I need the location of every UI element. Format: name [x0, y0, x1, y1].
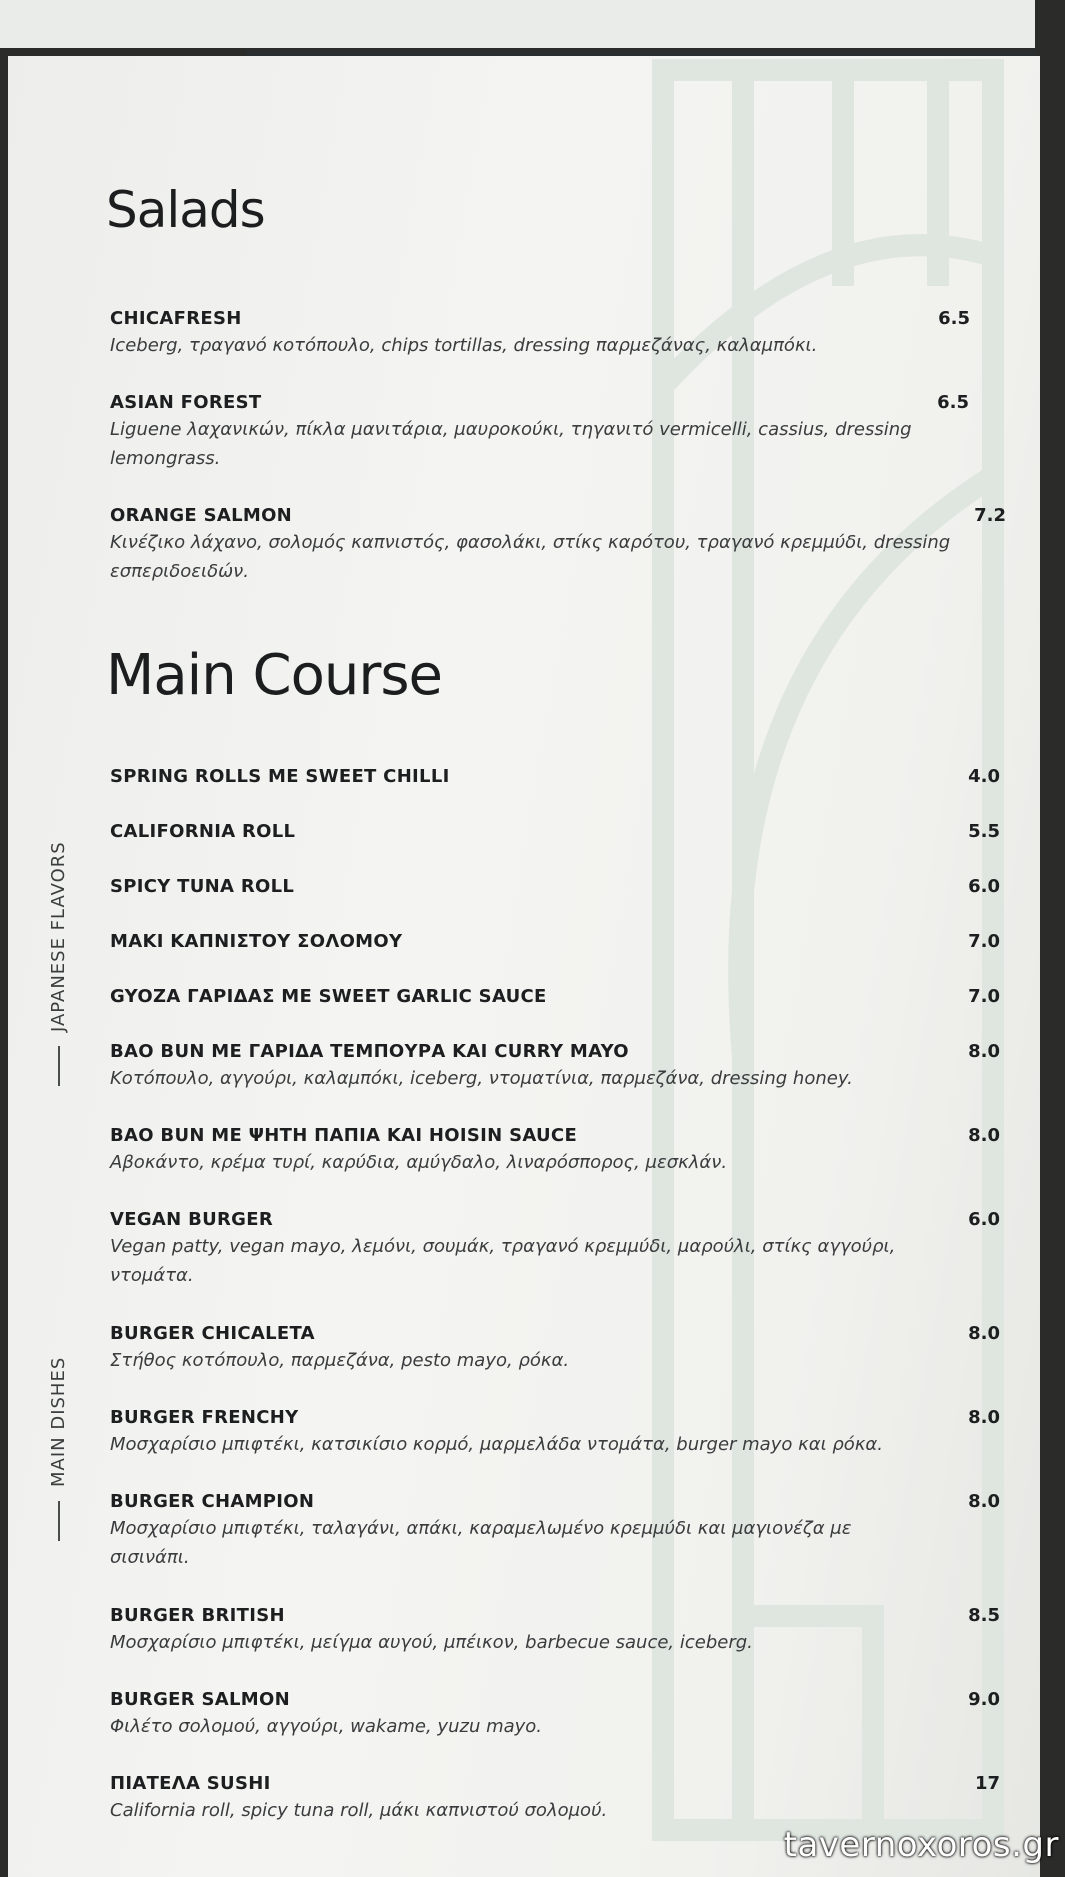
- item-name: VEGAN BURGER: [110, 1209, 273, 1230]
- salads-heading: Salads: [106, 181, 265, 239]
- menu-item-chicafresh: [110, 308, 1000, 360]
- item-price: 8.0: [968, 1125, 1000, 1146]
- menu-item-asian-forest: [110, 392, 969, 473]
- item-description: California roll, spicy tuna roll, μάκι καπνιστού σολομού.: [110, 1800, 608, 1821]
- back-sheet: [0, 0, 1035, 48]
- item-name: ASIAN FOREST: [110, 392, 262, 413]
- menu-item-gyoza: [110, 986, 1000, 1007]
- item-name: BURGER CHICALETA: [110, 1323, 315, 1344]
- item-description: Κοτόπουλο, αγγούρι, καλαμπόκι, iceberg, ντοματίνια, παρμεζάνα, dressing honey.: [110, 1068, 853, 1089]
- item-description: Κινέζικο λάχανο, σολομός καπνιστός, φασολάκι, στίκς καρότου, τραγανό κρεμμύδι, dressing εσπεριδοειδών.: [110, 532, 951, 582]
- side-label-text: MAIN DISHES: [48, 1356, 69, 1487]
- item-price: 7.2: [974, 505, 1006, 526]
- item-price: 8.0: [968, 1041, 1000, 1062]
- item-name: BURGER SALMON: [110, 1689, 290, 1710]
- item-name: BAO BUN ΜΕ ΓΑΡΙΔΑ ΤΕΜΠΟΥΡΑ ΚΑΙ CURRY MAYO: [110, 1041, 629, 1062]
- item-name: SPICY TUNA ROLL: [110, 876, 295, 897]
- item-price: 9.0: [968, 1689, 1000, 1710]
- item-price: 8.0: [968, 1323, 1000, 1344]
- item-price: 8.0: [968, 1407, 1000, 1428]
- menu-item-spicy-tuna-roll: [110, 876, 1000, 897]
- item-description: Αβοκάντο, κρέμα τυρί, καρύδια, αμύγδαλο, λιναρόσπορος, μεσκλάν.: [110, 1152, 728, 1173]
- item-name: ΠΙΑΤΕΛΑ SUSHI: [110, 1773, 271, 1794]
- item-description: Vegan patty, vegan mayo, λεμόνι, σουμάκ, τραγανό κρεμμύδι, μαρούλι, στίκς αγγούρι, ντομάτα.: [110, 1236, 896, 1286]
- item-price: 7.0: [968, 986, 1000, 1007]
- item-price: 8.5: [968, 1605, 1000, 1626]
- menu-item-burger-chicaleta: [110, 1323, 1000, 1375]
- menu-item-bao-bun-shrimp: [110, 1041, 1000, 1093]
- item-price: 7.0: [968, 931, 1000, 952]
- menu-item-orange-salmon: [110, 505, 1006, 586]
- main-course-heading: Main Course: [106, 643, 442, 708]
- item-name: SPRING ROLLS ME SWEET CHILLI: [110, 766, 450, 787]
- item-description: Μοσχαρίσιο μπιφτέκι, μείγμα αυγού, μπέικον, barbecue sauce, iceberg.: [110, 1632, 753, 1653]
- menu-item-burger-salmon: [110, 1689, 1000, 1741]
- item-price: 5.5: [968, 821, 1000, 842]
- item-name: GYOZA ΓΑΡΙΔΑΣ ΜΕ SWEET GARLIC SAUCE: [110, 986, 547, 1007]
- item-price: 8.0: [968, 1491, 1000, 1512]
- item-name: BURGER BRITISH: [110, 1605, 285, 1626]
- menu-item-burger-frenchy: [110, 1407, 1000, 1459]
- side-label-rule: [58, 1501, 60, 1541]
- item-price: 17: [974, 1773, 1000, 1794]
- item-name: BAO BUN ΜΕ ΨΗΤΗ ΠΑΠΙΑ ΚΑΙ HOISIN SAUCE: [110, 1125, 578, 1146]
- item-description: Liguene λαχανικών, πίκλα μανιτάρια, μαυροκούκι, τηγανιτό vermicelli, cassius, dressing lemongrass.: [110, 419, 912, 469]
- item-description: Στήθος κοτόπουλο, παρμεζάνα, pesto mayo, ρόκα.: [110, 1350, 570, 1371]
- side-label-japanese-flavors: [48, 841, 69, 1086]
- item-name: CHICAFRESH: [110, 308, 242, 329]
- side-label-text: JAPANESE FLAVORS: [48, 841, 69, 1032]
- item-name: CALIFORNIA ROLL: [110, 821, 296, 842]
- item-price: 6.0: [968, 1209, 1000, 1230]
- item-description: Μοσχαρίσιο μπιφτέκι, ταλαγάνι, απάκι, καραμελωμένο κρεμμύδι και μαγιονέζα με σισινάπι.: [110, 1518, 852, 1568]
- menu-item-spring-rolls: [110, 766, 1000, 787]
- side-label-rule: [58, 1046, 60, 1086]
- side-label-main-dishes: [48, 1357, 69, 1541]
- menu-item-burger-british: [110, 1605, 1000, 1657]
- menu-item-burger-champion: [110, 1491, 1000, 1572]
- item-name: BURGER CHAMPION: [110, 1491, 315, 1512]
- item-price: 6.5: [938, 308, 970, 329]
- menu-item-sushi-platter: [110, 1773, 1000, 1825]
- item-description: Iceberg, τραγανό κοτόπουλο, chips tortillas, dressing παρμεζάνας, καλαμπόκι.: [110, 335, 818, 356]
- item-name: ΜΑΚΙ ΚΑΠΝΙΣΤΟΥ ΣΟΛΟΜΟΥ: [110, 931, 403, 952]
- item-name: BURGER FRENCHY: [110, 1407, 299, 1428]
- item-price: 6.0: [968, 876, 1000, 897]
- item-price: 4.0: [968, 766, 1000, 787]
- menu-item-vegan-burger: [110, 1209, 1000, 1290]
- item-description: Φιλέτο σολομού, αγγούρι, wakame, yuzu mayo.: [110, 1716, 543, 1737]
- menu-item-bao-bun-duck: [110, 1125, 1000, 1177]
- watermark: tavernoxoros.gr: [783, 1825, 1059, 1865]
- item-name: ORANGE SALMON: [110, 505, 293, 526]
- menu-item-maki-smoked-salmon: [110, 931, 1000, 952]
- menu-item-california-roll: [110, 821, 1000, 842]
- item-price: 6.5: [937, 392, 969, 413]
- item-description: Μοσχαρίσιο μπιφτέκι, κατσικίσιο κορμό, μαρμελάδα ντομάτα, burger mayo και ρόκα.: [110, 1434, 884, 1455]
- menu-page: [8, 56, 1040, 1877]
